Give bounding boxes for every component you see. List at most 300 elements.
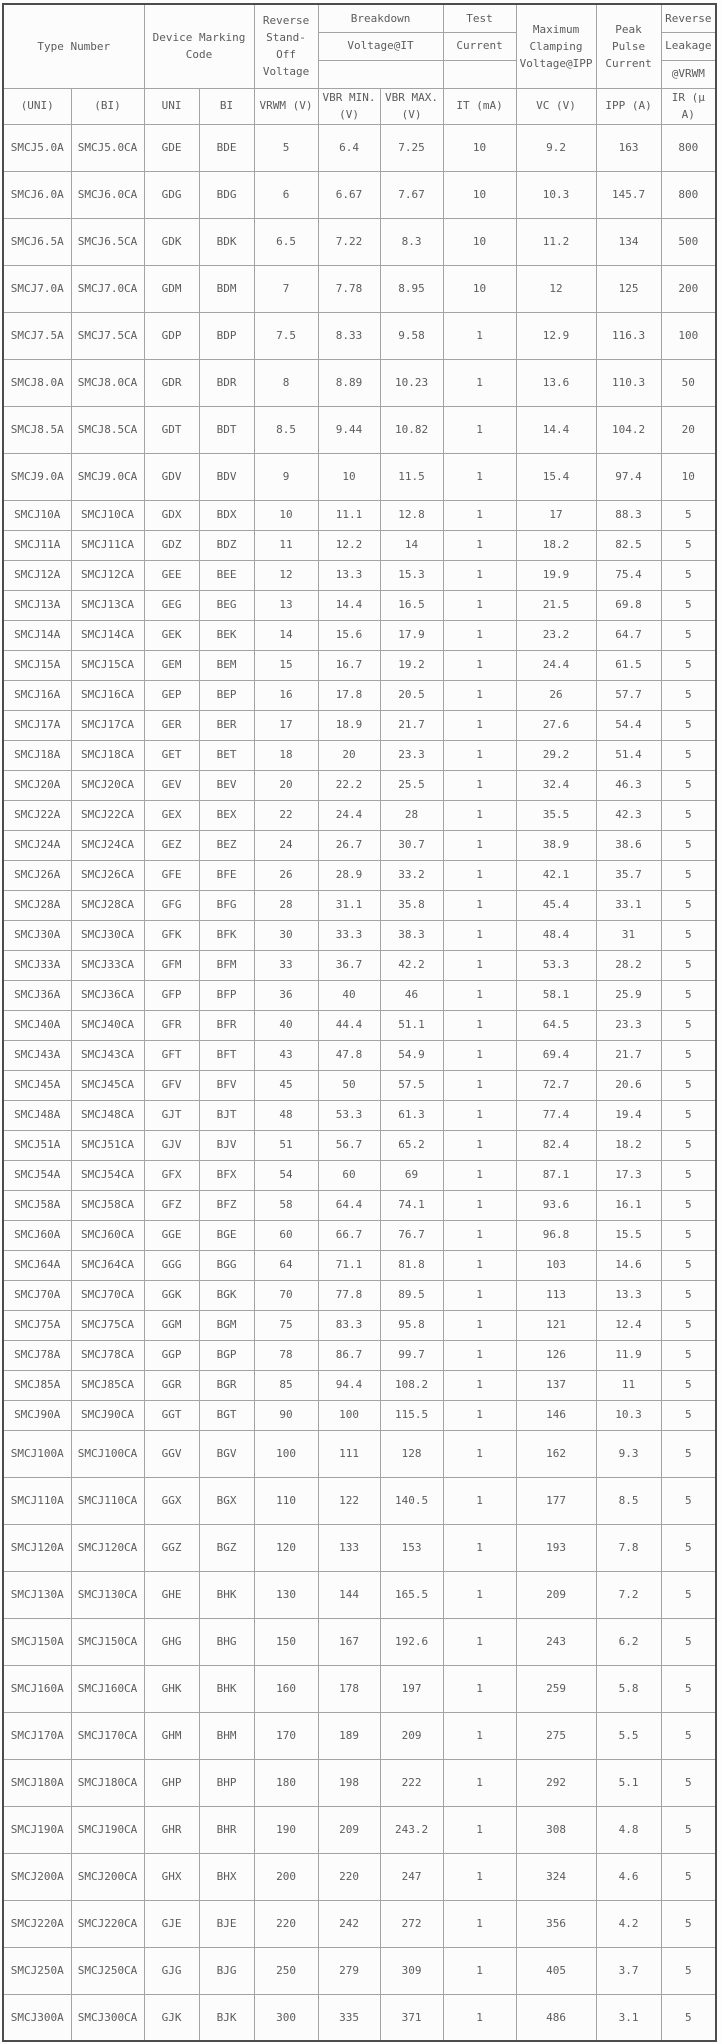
cell-ir: 5 <box>661 1571 716 1618</box>
cell-type-uni: SMCJ51A <box>3 1130 71 1160</box>
cell-type-uni: SMCJ200A <box>3 1853 71 1900</box>
cell-ir: 5 <box>661 1070 716 1100</box>
cell-vc: 23.2 <box>516 620 596 650</box>
cell-type-uni: SMCJ30A <box>3 920 71 950</box>
cell-vc: 72.7 <box>516 1070 596 1100</box>
cell-type-bi: SMCJ10CA <box>71 500 144 530</box>
cell-type-bi: SMCJ45CA <box>71 1070 144 1100</box>
cell-marking-bi: BDE <box>199 124 254 171</box>
cell-marking-bi: BJT <box>199 1100 254 1130</box>
cell-vrwm: 30 <box>254 920 318 950</box>
cell-vc: 35.5 <box>516 800 596 830</box>
cell-type-bi: SMCJ28CA <box>71 890 144 920</box>
cell-type-uni: SMCJ75A <box>3 1310 71 1340</box>
table-row <box>3 453 716 500</box>
cell-marking-uni: GHX <box>144 1853 199 1900</box>
cell-marking-bi: BHG <box>199 1618 254 1665</box>
cell-vbr-min: 71.1 <box>318 1250 380 1280</box>
cell-ipp: 15.5 <box>596 1220 661 1250</box>
cell-marking-uni: GEP <box>144 680 199 710</box>
cell-vbr-max: 76.7 <box>380 1220 443 1250</box>
cell-it: 1 <box>443 890 516 920</box>
cell-marking-uni: GFP <box>144 980 199 1010</box>
cell-vc: 96.8 <box>516 1220 596 1250</box>
header-test: Test <box>443 4 516 32</box>
cell-vc: 77.4 <box>516 1100 596 1130</box>
cell-ipp: 7.2 <box>596 1571 661 1618</box>
table-row <box>3 1524 716 1571</box>
cell-vbr-max: 19.2 <box>380 650 443 680</box>
table-row <box>3 860 716 890</box>
table-row <box>3 620 716 650</box>
cell-vrwm: 220 <box>254 1900 318 1947</box>
cell-ipp: 21.7 <box>596 1040 661 1070</box>
cell-vbr-max: 21.7 <box>380 710 443 740</box>
cell-ipp: 110.3 <box>596 359 661 406</box>
cell-marking-uni: GEE <box>144 560 199 590</box>
cell-it: 10 <box>443 218 516 265</box>
col-header-vbr-min: VBR MIN. (V) <box>318 88 380 124</box>
cell-ipp: 16.1 <box>596 1190 661 1220</box>
cell-ipp: 163 <box>596 124 661 171</box>
header-peak-pulse-current: Peak Pulse Current <box>596 4 661 88</box>
cell-vrwm: 22 <box>254 800 318 830</box>
cell-vrwm: 7 <box>254 265 318 312</box>
cell-vbr-min: 22.2 <box>318 770 380 800</box>
cell-marking-uni: GEM <box>144 650 199 680</box>
cell-vc: 53.3 <box>516 950 596 980</box>
table-row <box>3 1370 716 1400</box>
cell-vbr-min: 7.22 <box>318 218 380 265</box>
cell-type-bi: SMCJ60CA <box>71 1220 144 1250</box>
cell-marking-bi: BFT <box>199 1040 254 1070</box>
cell-vbr-min: 242 <box>318 1900 380 1947</box>
cell-vrwm: 10 <box>254 500 318 530</box>
cell-marking-uni: GJG <box>144 1947 199 1994</box>
cell-type-uni: SMCJ160A <box>3 1665 71 1712</box>
cell-ipp: 42.3 <box>596 800 661 830</box>
cell-vc: 209 <box>516 1571 596 1618</box>
cell-ipp: 64.7 <box>596 620 661 650</box>
cell-ir: 5 <box>661 680 716 710</box>
cell-type-bi: SMCJ5.0CA <box>71 124 144 171</box>
cell-vc: 93.6 <box>516 1190 596 1220</box>
cell-ipp: 35.7 <box>596 860 661 890</box>
cell-marking-bi: BFV <box>199 1070 254 1100</box>
header-current: Current <box>443 32 516 60</box>
cell-vbr-min: 83.3 <box>318 1310 380 1340</box>
cell-marking-uni: GJV <box>144 1130 199 1160</box>
cell-vbr-max: 95.8 <box>380 1310 443 1340</box>
cell-ipp: 61.5 <box>596 650 661 680</box>
cell-type-uni: SMCJ78A <box>3 1340 71 1370</box>
cell-ir: 5 <box>661 1759 716 1806</box>
cell-ipp: 5.5 <box>596 1712 661 1759</box>
cell-type-bi: SMCJ90CA <box>71 1400 144 1430</box>
cell-vrwm: 160 <box>254 1665 318 1712</box>
cell-vc: 193 <box>516 1524 596 1571</box>
table-row <box>3 1665 716 1712</box>
cell-vc: 19.9 <box>516 560 596 590</box>
cell-vc: 12.9 <box>516 312 596 359</box>
cell-marking-bi: BFZ <box>199 1190 254 1220</box>
cell-ir: 5 <box>661 1130 716 1160</box>
cell-vbr-min: 56.7 <box>318 1130 380 1160</box>
table-row <box>3 312 716 359</box>
cell-vc: 113 <box>516 1280 596 1310</box>
cell-it: 1 <box>443 453 516 500</box>
cell-it: 10 <box>443 124 516 171</box>
cell-marking-bi: BJG <box>199 1947 254 1994</box>
cell-type-bi: SMCJ54CA <box>71 1160 144 1190</box>
cell-vrwm: 54 <box>254 1160 318 1190</box>
cell-vbr-max: 128 <box>380 1430 443 1477</box>
cell-type-bi: SMCJ75CA <box>71 1310 144 1340</box>
cell-marking-bi: BJE <box>199 1900 254 1947</box>
cell-it: 1 <box>443 1806 516 1853</box>
cell-vc: 324 <box>516 1853 596 1900</box>
cell-vbr-max: 11.5 <box>380 453 443 500</box>
cell-vc: 486 <box>516 1994 596 2041</box>
table-row <box>3 1900 716 1947</box>
cell-ipp: 54.4 <box>596 710 661 740</box>
cell-it: 1 <box>443 920 516 950</box>
cell-marking-bi: BDM <box>199 265 254 312</box>
cell-vc: 11.2 <box>516 218 596 265</box>
cell-vrwm: 250 <box>254 1947 318 1994</box>
table-row <box>3 406 716 453</box>
cell-ipp: 31 <box>596 920 661 950</box>
cell-vbr-max: 10.82 <box>380 406 443 453</box>
cell-marking-uni: GFK <box>144 920 199 950</box>
table-row <box>3 770 716 800</box>
cell-marking-uni: GFX <box>144 1160 199 1190</box>
cell-marking-uni: GDZ <box>144 530 199 560</box>
cell-ir: 5 <box>661 710 716 740</box>
table-row <box>3 1340 716 1370</box>
cell-type-uni: SMCJ45A <box>3 1070 71 1100</box>
cell-ir: 5 <box>661 1400 716 1430</box>
cell-vrwm: 28 <box>254 890 318 920</box>
cell-vbr-min: 178 <box>318 1665 380 1712</box>
cell-type-bi: SMCJ14CA <box>71 620 144 650</box>
cell-ipp: 51.4 <box>596 740 661 770</box>
cell-it: 1 <box>443 500 516 530</box>
cell-type-bi: SMCJ190CA <box>71 1806 144 1853</box>
cell-it: 1 <box>443 1400 516 1430</box>
cell-it: 1 <box>443 1477 516 1524</box>
cell-vrwm: 40 <box>254 1010 318 1040</box>
cell-type-uni: SMCJ150A <box>3 1618 71 1665</box>
cell-type-bi: SMCJ180CA <box>71 1759 144 1806</box>
cell-vc: 292 <box>516 1759 596 1806</box>
cell-vbr-min: 86.7 <box>318 1340 380 1370</box>
cell-ipp: 104.2 <box>596 406 661 453</box>
cell-vbr-max: 8.95 <box>380 265 443 312</box>
cell-ir: 20 <box>661 406 716 453</box>
cell-type-uni: SMCJ28A <box>3 890 71 920</box>
cell-vbr-max: 33.2 <box>380 860 443 890</box>
cell-it: 1 <box>443 1220 516 1250</box>
cell-vbr-max: 42.2 <box>380 950 443 980</box>
cell-marking-bi: BFK <box>199 920 254 950</box>
cell-ipp: 12.4 <box>596 1310 661 1340</box>
cell-ir: 5 <box>661 1994 716 2041</box>
cell-vc: 13.6 <box>516 359 596 406</box>
cell-type-bi: SMCJ18CA <box>71 740 144 770</box>
cell-vbr-min: 9.44 <box>318 406 380 453</box>
header-reverse: Reverse <box>661 4 716 32</box>
cell-vbr-max: 51.1 <box>380 1010 443 1040</box>
cell-vrwm: 75 <box>254 1310 318 1340</box>
cell-type-uni: SMCJ24A <box>3 830 71 860</box>
cell-vrwm: 26 <box>254 860 318 890</box>
cell-vbr-min: 15.6 <box>318 620 380 650</box>
cell-marking-bi: BGT <box>199 1400 254 1430</box>
cell-vrwm: 36 <box>254 980 318 1010</box>
cell-type-uni: SMCJ6.0A <box>3 171 71 218</box>
cell-vrwm: 100 <box>254 1430 318 1477</box>
cell-marking-uni: GEZ <box>144 830 199 860</box>
cell-type-uni: SMCJ16A <box>3 680 71 710</box>
cell-marking-bi: BFG <box>199 890 254 920</box>
cell-marking-bi: BDV <box>199 453 254 500</box>
cell-it: 1 <box>443 1340 516 1370</box>
cell-vbr-min: 122 <box>318 1477 380 1524</box>
cell-vrwm: 5 <box>254 124 318 171</box>
cell-marking-bi: BET <box>199 740 254 770</box>
cell-ir: 200 <box>661 265 716 312</box>
cell-marking-uni: GFZ <box>144 1190 199 1220</box>
cell-vbr-min: 53.3 <box>318 1100 380 1130</box>
cell-marking-bi: BFM <box>199 950 254 980</box>
cell-type-uni: SMCJ70A <box>3 1280 71 1310</box>
cell-ir: 5 <box>661 1190 716 1220</box>
header-leakage: Leakage <box>661 32 716 60</box>
col-header-ir: IR (μ A) <box>661 88 716 124</box>
cell-type-bi: SMCJ40CA <box>71 1010 144 1040</box>
cell-vbr-min: 8.33 <box>318 312 380 359</box>
cell-vrwm: 12 <box>254 560 318 590</box>
cell-ir: 5 <box>661 950 716 980</box>
header-at-vrwm: @VRWM <box>661 60 716 88</box>
table-row <box>3 920 716 950</box>
cell-marking-bi: BDT <box>199 406 254 453</box>
cell-type-uni: SMCJ7.5A <box>3 312 71 359</box>
cell-marking-bi: BEP <box>199 680 254 710</box>
cell-vbr-max: 54.9 <box>380 1040 443 1070</box>
table-body <box>3 124 716 2041</box>
cell-marking-bi: BHX <box>199 1853 254 1900</box>
cell-marking-bi: BDK <box>199 218 254 265</box>
cell-marking-uni: GER <box>144 710 199 740</box>
cell-marking-uni: GDG <box>144 171 199 218</box>
col-header-type-uni: (UNI) <box>3 88 71 124</box>
table-row <box>3 1477 716 1524</box>
cell-ir: 5 <box>661 1524 716 1571</box>
cell-vbr-max: 65.2 <box>380 1130 443 1160</box>
cell-type-uni: SMCJ130A <box>3 1571 71 1618</box>
cell-it: 1 <box>443 1100 516 1130</box>
table-row <box>3 950 716 980</box>
cell-type-uni: SMCJ8.0A <box>3 359 71 406</box>
cell-ir: 50 <box>661 359 716 406</box>
cell-type-uni: SMCJ43A <box>3 1040 71 1070</box>
table-row <box>3 560 716 590</box>
cell-type-bi: SMCJ300CA <box>71 1994 144 2041</box>
cell-type-uni: SMCJ6.5A <box>3 218 71 265</box>
table-row <box>3 1160 716 1190</box>
cell-vc: 29.2 <box>516 740 596 770</box>
table-row <box>3 1010 716 1040</box>
cell-vrwm: 9 <box>254 453 318 500</box>
cell-type-bi: SMCJ6.5CA <box>71 218 144 265</box>
cell-vbr-min: 24.4 <box>318 800 380 830</box>
col-header-it: IT (mA) <box>443 88 516 124</box>
cell-it: 1 <box>443 359 516 406</box>
cell-vc: 58.1 <box>516 980 596 1010</box>
cell-type-bi: SMCJ7.5CA <box>71 312 144 359</box>
cell-vc: 18.2 <box>516 530 596 560</box>
cell-type-uni: SMCJ14A <box>3 620 71 650</box>
cell-ir: 5 <box>661 620 716 650</box>
cell-marking-uni: GJK <box>144 1994 199 2041</box>
cell-it: 1 <box>443 680 516 710</box>
cell-type-uni: SMCJ22A <box>3 800 71 830</box>
cell-vc: 42.1 <box>516 860 596 890</box>
cell-ipp: 7.8 <box>596 1524 661 1571</box>
col-header-type-bi: (BI) <box>71 88 144 124</box>
cell-marking-uni: GEG <box>144 590 199 620</box>
cell-type-uni: SMCJ17A <box>3 710 71 740</box>
cell-type-uni: SMCJ33A <box>3 950 71 980</box>
table-row <box>3 890 716 920</box>
cell-vrwm: 33 <box>254 950 318 980</box>
cell-type-bi: SMCJ6.0CA <box>71 171 144 218</box>
cell-type-bi: SMCJ70CA <box>71 1280 144 1310</box>
table-row <box>3 1130 716 1160</box>
cell-ir: 10 <box>661 453 716 500</box>
cell-vbr-min: 335 <box>318 1994 380 2041</box>
cell-marking-bi: BDX <box>199 500 254 530</box>
cell-it: 1 <box>443 1712 516 1759</box>
column-units-row <box>3 88 716 124</box>
cell-type-bi: SMCJ22CA <box>71 800 144 830</box>
cell-marking-bi: BGP <box>199 1340 254 1370</box>
cell-it: 1 <box>443 1994 516 2041</box>
cell-vbr-min: 77.8 <box>318 1280 380 1310</box>
table-row <box>3 1250 716 1280</box>
cell-vrwm: 58 <box>254 1190 318 1220</box>
cell-ir: 100 <box>661 312 716 359</box>
cell-marking-bi: BDR <box>199 359 254 406</box>
cell-type-uni: SMCJ15A <box>3 650 71 680</box>
cell-ipp: 88.3 <box>596 500 661 530</box>
cell-it: 1 <box>443 650 516 680</box>
cell-vbr-min: 28.9 <box>318 860 380 890</box>
cell-vc: 121 <box>516 1310 596 1340</box>
cell-it: 1 <box>443 1190 516 1220</box>
cell-vbr-max: 12.8 <box>380 500 443 530</box>
cell-ipp: 5.8 <box>596 1665 661 1712</box>
cell-ipp: 125 <box>596 265 661 312</box>
cell-ipp: 20.6 <box>596 1070 661 1100</box>
cell-ipp: 18.2 <box>596 1130 661 1160</box>
table-row <box>3 1759 716 1806</box>
table-header <box>3 4 716 124</box>
cell-marking-uni: GFV <box>144 1070 199 1100</box>
cell-ir: 5 <box>661 1100 716 1130</box>
cell-it: 10 <box>443 171 516 218</box>
cell-type-bi: SMCJ58CA <box>71 1190 144 1220</box>
cell-vrwm: 180 <box>254 1759 318 1806</box>
table-row <box>3 650 716 680</box>
cell-type-uni: SMCJ11A <box>3 530 71 560</box>
cell-vbr-min: 14.4 <box>318 590 380 620</box>
cell-type-bi: SMCJ17CA <box>71 710 144 740</box>
cell-type-bi: SMCJ30CA <box>71 920 144 950</box>
cell-vc: 15.4 <box>516 453 596 500</box>
cell-ipp: 75.4 <box>596 560 661 590</box>
cell-ipp: 10.3 <box>596 1400 661 1430</box>
cell-vbr-min: 198 <box>318 1759 380 1806</box>
table-row <box>3 1280 716 1310</box>
cell-ir: 5 <box>661 560 716 590</box>
cell-marking-uni: GHM <box>144 1712 199 1759</box>
table-row <box>3 1070 716 1100</box>
cell-ir: 5 <box>661 1220 716 1250</box>
cell-it: 1 <box>443 980 516 1010</box>
cell-type-bi: SMCJ85CA <box>71 1370 144 1400</box>
col-header-vc: VC (V) <box>516 88 596 124</box>
cell-ipp: 5.1 <box>596 1759 661 1806</box>
cell-vbr-max: 57.5 <box>380 1070 443 1100</box>
cell-marking-uni: GDE <box>144 124 199 171</box>
cell-vbr-max: 197 <box>380 1665 443 1712</box>
cell-vbr-min: 94.4 <box>318 1370 380 1400</box>
header-breakdown-spacer <box>318 60 443 88</box>
cell-vc: 405 <box>516 1947 596 1994</box>
table-row <box>3 1310 716 1340</box>
cell-vbr-min: 66.7 <box>318 1220 380 1250</box>
cell-it: 1 <box>443 1370 516 1400</box>
cell-ipp: 28.2 <box>596 950 661 980</box>
cell-vbr-max: 30.7 <box>380 830 443 860</box>
cell-vbr-max: 115.5 <box>380 1400 443 1430</box>
cell-ipp: 134 <box>596 218 661 265</box>
cell-type-uni: SMCJ9.0A <box>3 453 71 500</box>
cell-ir: 5 <box>661 830 716 860</box>
cell-ir: 5 <box>661 1340 716 1370</box>
table-row <box>3 530 716 560</box>
cell-it: 1 <box>443 1310 516 1340</box>
table-row <box>3 265 716 312</box>
cell-it: 1 <box>443 1280 516 1310</box>
cell-ir: 5 <box>661 1160 716 1190</box>
cell-type-uni: SMCJ20A <box>3 770 71 800</box>
cell-ipp: 23.3 <box>596 1010 661 1040</box>
cell-vrwm: 24 <box>254 830 318 860</box>
header-reverse-standoff-voltage: Reverse Stand-Off Voltage <box>254 4 318 88</box>
cell-vbr-min: 111 <box>318 1430 380 1477</box>
cell-vc: 82.4 <box>516 1130 596 1160</box>
cell-type-bi: SMCJ11CA <box>71 530 144 560</box>
cell-ipp: 6.2 <box>596 1618 661 1665</box>
cell-vbr-max: 61.3 <box>380 1100 443 1130</box>
cell-ipp: 145.7 <box>596 171 661 218</box>
cell-ipp: 17.3 <box>596 1160 661 1190</box>
cell-vbr-max: 14 <box>380 530 443 560</box>
